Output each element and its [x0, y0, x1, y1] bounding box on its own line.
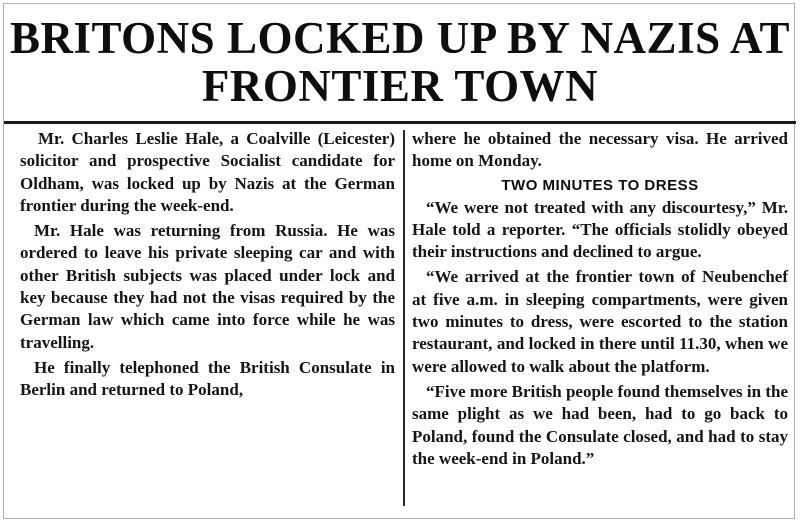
paragraph: “Five more British people found themselves in the same plight as we had been, had to go back to Poland, found the Consulate closed, and had to stay the week-end in Poland.” [412, 381, 788, 468]
headline-line-1: BRITONS LOCKED UP BY NAZIS AT [9, 13, 791, 63]
headline-line-2: FRONTIER TOWN [201, 61, 599, 111]
subheading: TWO MINUTES TO DRESS [501, 176, 699, 194]
right-column [412, 128, 788, 473]
paragraph: He finally telephoned the British Consulate in Berlin and returned to Poland, [20, 357, 395, 400]
headline-rule [4, 121, 796, 124]
column-divider [403, 130, 405, 506]
newspaper-clipping [3, 3, 795, 519]
paragraph: Mr. Hale was returning from Russia. He was ordered to leave his private sleeping car and with other British subjects was placed under lock and key because they had not the visas required by the German law which came into force while he was travelling. [20, 221, 395, 352]
paragraph: “We were not treated with any discourtesy,” Mr. Hale told a reporter. “The officials stolidly obeyed their instructions and declined to argue. [412, 197, 788, 262]
paragraph: “We arrived at the frontier town of Neubenchef at five a.m. in sleeping compartments, were given two minutes to dress, were escorted to the station restaurant, and locked in there until 11.30, when we were allowed to walk about the platform. [412, 267, 788, 376]
paragraph: where he obtained the necessary visa. He arrived home on Monday. [412, 129, 788, 171]
left-column [20, 128, 395, 405]
paragraph: Mr. Charles Leslie Hale, a Coalville (Leicester) solicitor and prospective Socialist candidate for Oldham, was locked up by Nazis at the German frontier during the week-end. [20, 129, 395, 215]
headline [4, 14, 796, 110]
